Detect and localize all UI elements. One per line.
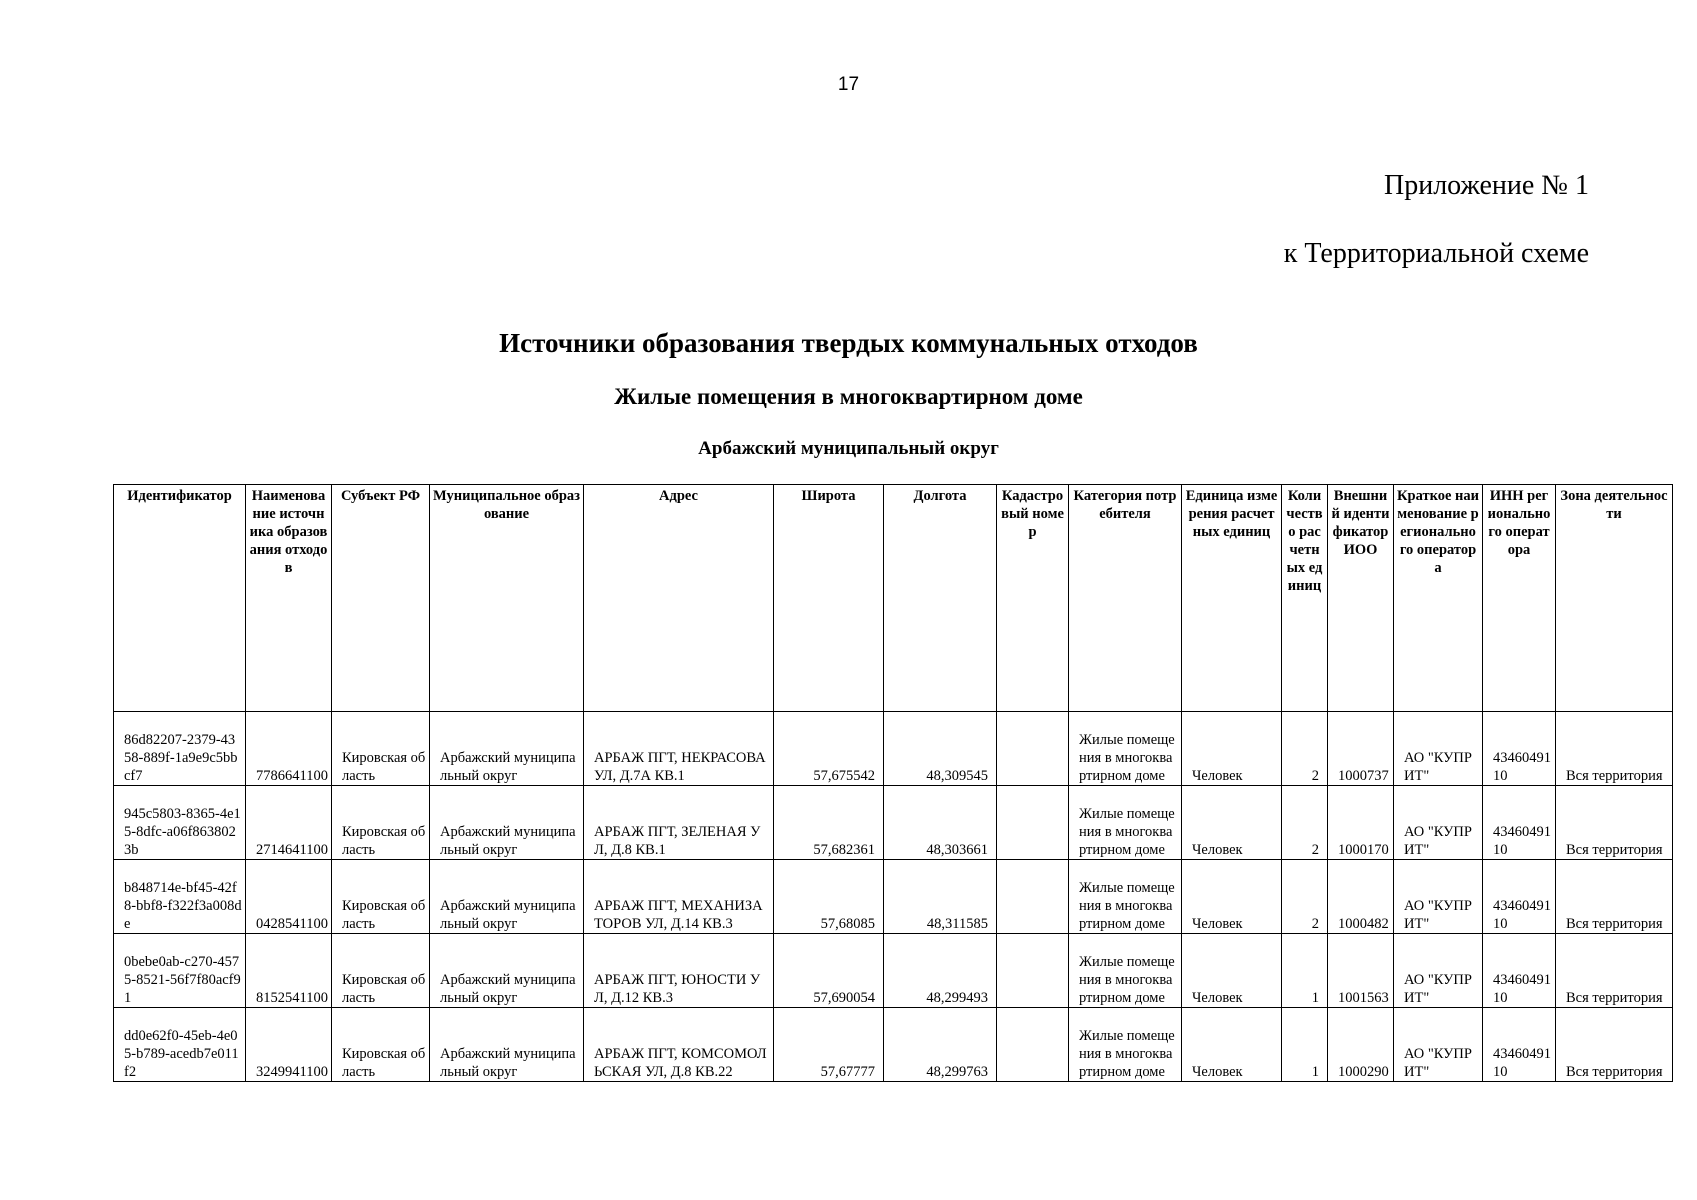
cell-operator-inn: 4346049110 (1483, 860, 1556, 934)
cell-unit: Человек (1182, 712, 1282, 786)
cell-consumer-category: Жилые помещения в многоквартирном доме (1069, 1008, 1182, 1082)
cell-identifier: dd0e62f0-45eb-4e05-b789-acedb7e011f2 (114, 1008, 246, 1082)
cell-external-id: 1000170 (1328, 786, 1394, 860)
cell-identifier: b848714e-bf45-42f8-bbf8-f322f3a008de (114, 860, 246, 934)
cell-operator-name: АО "КУПРИТ" (1394, 860, 1483, 934)
cell-municipality: Арбажский муниципальный округ (430, 860, 584, 934)
page-number: 17 (837, 74, 860, 95)
cell-subject: Кировская область (332, 860, 430, 934)
header-longitude: Долгота (884, 485, 997, 712)
cell-longitude: 48,303661 (884, 786, 997, 860)
cell-unit: Человек (1182, 786, 1282, 860)
cell-identifier: 945c5803-8365-4e15-8dfc-a06f8638023b (114, 786, 246, 860)
cell-unit-count: 2 (1282, 786, 1328, 860)
cell-municipality: Арбажский муниципальный округ (430, 786, 584, 860)
cell-source-name: 8152541100 (246, 934, 332, 1008)
annex-reference: к Территориальной схеме (1283, 238, 1589, 269)
cell-address: АРБАЖ ПГТ, КОМСОМОЛЬСКАЯ УЛ, Д.8 КВ.22 (584, 1008, 774, 1082)
header-consumer-category: Категория потребителя (1069, 485, 1182, 712)
cell-latitude: 57,690054 (774, 934, 884, 1008)
cell-address: АРБАЖ ПГТ, ЗЕЛЕНАЯ УЛ, Д.8 КВ.1 (584, 786, 774, 860)
cell-external-id: 1001563 (1328, 934, 1394, 1008)
cell-consumer-category: Жилые помещения в многоквартирном доме (1069, 786, 1182, 860)
cell-operator-name: АО "КУПРИТ" (1394, 712, 1483, 786)
cell-consumer-category: Жилые помещения в многоквартирном доме (1069, 860, 1182, 934)
cell-identifier: 0bebe0ab-c270-4575-8521-56f7f80acf91 (114, 934, 246, 1008)
cell-longitude: 48,299763 (884, 1008, 997, 1082)
cell-municipality: Арбажский муниципальный округ (430, 934, 584, 1008)
waste-sources-table (113, 484, 1673, 1082)
header-operator-name: Краткое наименование регионального оператора (1394, 485, 1483, 712)
cell-address: АРБАЖ ПГТ, НЕКРАСОВА УЛ, Д.7А КВ.1 (584, 712, 774, 786)
cell-source-name: 3249941100 (246, 1008, 332, 1082)
header-operator-inn: ИНН регионального оператора (1483, 485, 1556, 712)
cell-longitude: 48,299493 (884, 934, 997, 1008)
cell-latitude: 57,675542 (774, 712, 884, 786)
cell-operator-name: АО "КУПРИТ" (1394, 1008, 1483, 1082)
cell-identifier: 86d82207-2379-4358-889f-1a9e9c5bbcf7 (114, 712, 246, 786)
header-cadastral-number: Кадастровый номер (997, 485, 1069, 712)
cell-subject: Кировская область (332, 1008, 430, 1082)
cell-consumer-category: Жилые помещения в многоквартирном доме (1069, 712, 1182, 786)
document-title: Источники образования твердых коммунальных отходов (499, 328, 1198, 358)
header-identifier: Идентификатор (114, 485, 246, 712)
header-unit: Единица измерения расчетных единиц (1182, 485, 1282, 712)
cell-unit: Человек (1182, 860, 1282, 934)
cell-operator-name: АО "КУПРИТ" (1394, 786, 1483, 860)
cell-longitude: 48,311585 (884, 860, 997, 934)
table-row (114, 860, 1673, 934)
cell-longitude: 48,309545 (884, 712, 997, 786)
header-latitude: Широта (774, 485, 884, 712)
cell-source-name: 0428541100 (246, 860, 332, 934)
cell-unit: Человек (1182, 934, 1282, 1008)
cell-subject: Кировская область (332, 712, 430, 786)
municipality-title: Арбажский муниципальный округ (698, 438, 999, 459)
cell-unit: Человек (1182, 1008, 1282, 1082)
cell-consumer-category: Жилые помещения в многоквартирном доме (1069, 934, 1182, 1008)
cell-service-zone: Вся территория (1556, 1008, 1673, 1082)
cell-external-id: 1000290 (1328, 1008, 1394, 1082)
cell-operator-inn: 4346049110 (1483, 1008, 1556, 1082)
cell-address: АРБАЖ ПГТ, ЮНОСТИ УЛ, Д.12 КВ.3 (584, 934, 774, 1008)
table-row (114, 1008, 1673, 1082)
cell-unit-count: 2 (1282, 712, 1328, 786)
cell-operator-inn: 4346049110 (1483, 934, 1556, 1008)
header-source-name: Наименование источника образования отходов (246, 485, 332, 712)
header-unit-count: Количество расчетных единиц (1282, 485, 1328, 712)
cell-operator-inn: 4346049110 (1483, 712, 1556, 786)
cell-cadastral-number (997, 860, 1069, 934)
cell-source-name: 2714641100 (246, 786, 332, 860)
cell-cadastral-number (997, 934, 1069, 1008)
header-municipality: Муниципальное образование (430, 485, 584, 712)
table-row (114, 934, 1673, 1008)
annex-label: Приложение № 1 (1384, 170, 1589, 201)
cell-service-zone: Вся территория (1556, 860, 1673, 934)
cell-subject: Кировская область (332, 786, 430, 860)
cell-cadastral-number (997, 1008, 1069, 1082)
cell-external-id: 1000737 (1328, 712, 1394, 786)
cell-cadastral-number (997, 786, 1069, 860)
header-external-id: Внешний идентификатор ИОО (1328, 485, 1394, 712)
cell-operator-name: АО "КУПРИТ" (1394, 934, 1483, 1008)
cell-unit-count: 1 (1282, 1008, 1328, 1082)
cell-external-id: 1000482 (1328, 860, 1394, 934)
header-subject: Субъект РФ (332, 485, 430, 712)
table-row (114, 786, 1673, 860)
cell-latitude: 57,68085 (774, 860, 884, 934)
cell-address: АРБАЖ ПГТ, МЕХАНИЗАТОРОВ УЛ, Д.14 КВ.3 (584, 860, 774, 934)
cell-cadastral-number (997, 712, 1069, 786)
cell-latitude: 57,67777 (774, 1008, 884, 1082)
cell-service-zone: Вся территория (1556, 786, 1673, 860)
cell-municipality: Арбажский муниципальный округ (430, 1008, 584, 1082)
header-service-zone: Зона деятельности (1556, 485, 1673, 712)
header-address: Адрес (584, 485, 774, 712)
cell-operator-inn: 4346049110 (1483, 786, 1556, 860)
cell-unit-count: 2 (1282, 860, 1328, 934)
cell-source-name: 7786641100 (246, 712, 332, 786)
document-subtitle: Жилые помещения в многоквартирном доме (614, 384, 1083, 409)
cell-service-zone: Вся территория (1556, 712, 1673, 786)
cell-unit-count: 1 (1282, 934, 1328, 1008)
cell-service-zone: Вся территория (1556, 934, 1673, 1008)
cell-municipality: Арбажский муниципальный округ (430, 712, 584, 786)
table-row (114, 712, 1673, 786)
cell-latitude: 57,682361 (774, 786, 884, 860)
cell-subject: Кировская область (332, 934, 430, 1008)
table-header-row (114, 485, 1673, 712)
